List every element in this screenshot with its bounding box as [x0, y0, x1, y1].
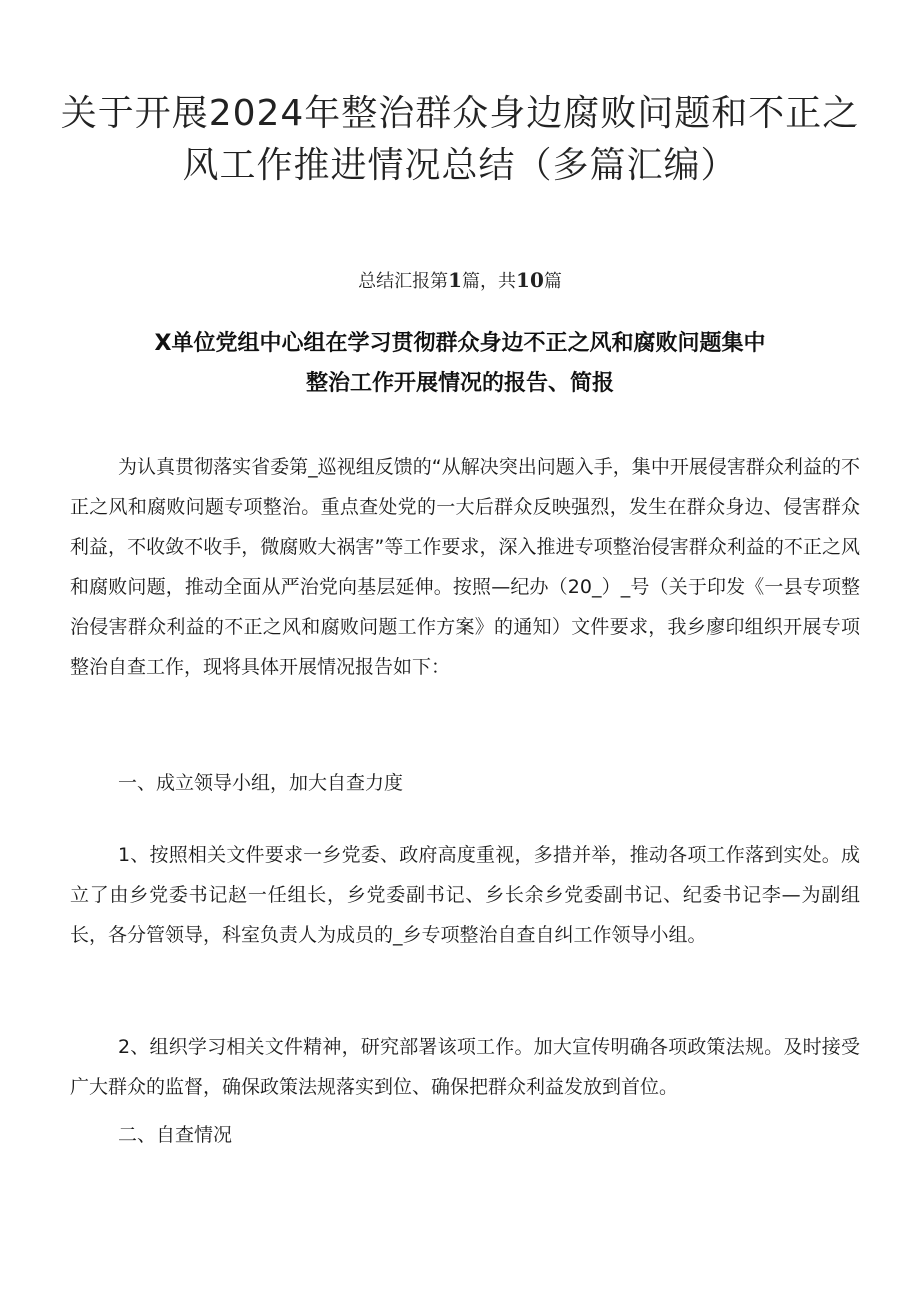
part-middle: 篇，共	[462, 271, 517, 292]
intro-paragraph: 为认真贯彻落实省委第_巡视组反馈的“从解决突出问题入手，集中开展侵害群众利益的不正之风和腐败问题专项整治。重点查处党的一大后群众反映强烈，发生在群众身边、侵害群众利益，不收敛不收手，微腐败大祸害”等工作要求，深入推进专项整治侵害群众利益的不正之风和腐败问题，推动全面从严治党向基层延伸。按照—纪办（20_）_号（关于印发《一县专项整治侵害群众利益的不正之风和腐败问题工作方案》的通知）文件要求，我乡廖印组织开展专项整治自查工作，现将具体开展情况报告如下：	[70, 456, 860, 678]
part-current-number: 1	[448, 268, 463, 292]
document-title: 关于开展2024年整治群众身边腐败问题和不正之风工作推进情况总结（多篇汇编）	[60, 93, 860, 186]
part-suffix: 篇	[543, 271, 562, 292]
part-indicator	[0, 266, 920, 296]
section-heading-two: 二、自查情况	[118, 1124, 233, 1146]
part-total-number: 10	[516, 268, 544, 292]
item-paragraph-two: 2、组织学习相关文件精神，研究部署该项工作。加大宣传明确各项政策法规。及时接受广大群众的监督，确保政策法规落实到位、确保把群众利益发放到首位。	[70, 1036, 860, 1098]
report-subtitle: X单位党组中心组在学习贯彻群众身边不正之风和腐败问题集中整治工作开展情况的报告、简报	[154, 331, 766, 396]
part-prefix: 总结汇报第	[358, 271, 449, 292]
section-heading-one: 一、成立领导小组，加大自查力度	[118, 772, 404, 794]
item-paragraph-one: 1、按照相关文件要求一乡党委、政府高度重视，多措并举，推动各项工作落到实处。成立了由乡党委书记赵一任组长，乡党委副书记、乡长余乡党委副书记、纪委书记李—为副组长，各分管领导，科室负责人为成员的_乡专项整治自查自纠工作领导小组。	[70, 844, 860, 946]
